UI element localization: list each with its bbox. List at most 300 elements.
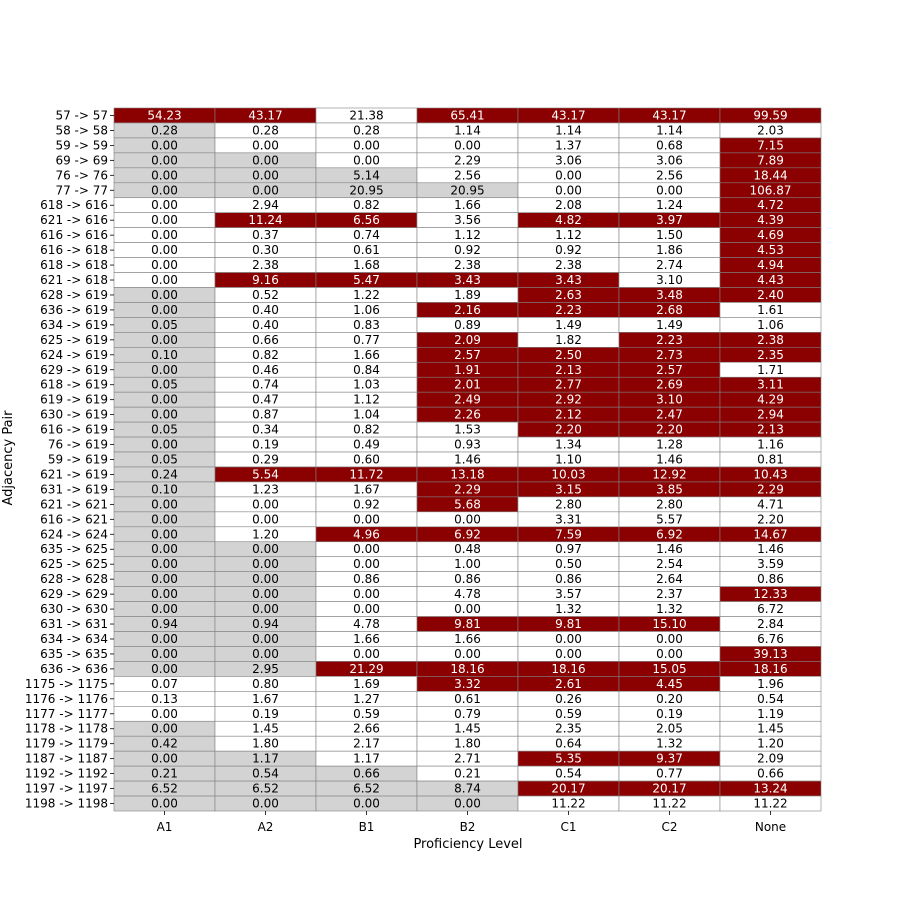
cell-value-label: 6.92 (656, 527, 683, 542)
cell-value-label: 0.94 (252, 617, 279, 632)
cell-value-label: 0.00 (353, 542, 380, 557)
cell-value-label: 1.66 (454, 631, 481, 646)
y-tick-label: 630 -> 630 (40, 602, 108, 617)
cell-value-label: 8.74 (454, 781, 481, 796)
cell-value-label: 0.86 (757, 572, 784, 587)
cell-value-label: 18.16 (450, 661, 485, 676)
cell-value-label: 6.52 (151, 781, 178, 796)
cell-value-label: 2.57 (656, 362, 683, 377)
cell-value-label: 0.49 (353, 437, 380, 452)
cell-value-label: 2.08 (555, 198, 582, 213)
cell-value-label: 0.00 (252, 512, 279, 527)
cell-value-label: 9.81 (555, 617, 582, 632)
cell-value-label: 0.20 (656, 691, 683, 706)
cell-value-label: 6.52 (353, 781, 380, 796)
cell-value-label: 0.24 (151, 467, 178, 482)
cell-value-label: 1.14 (656, 123, 683, 138)
cell-value-label: 2.12 (555, 407, 582, 422)
cell-value-label: 1.32 (656, 736, 683, 751)
cell-value-label: 43.17 (652, 108, 687, 123)
cell-value-label: 10.03 (551, 467, 586, 482)
y-tick-label: 618 -> 616 (40, 198, 108, 213)
y-tick-label: 76 -> 76 (55, 168, 108, 183)
cell-value-label: 2.47 (656, 407, 683, 422)
cell-value-label: 65.41 (450, 108, 485, 123)
cell-value-label: 0.00 (555, 168, 582, 183)
cell-value-label: 1.82 (555, 332, 582, 347)
cell-value-label: 5.54 (252, 467, 279, 482)
cell-value-label: 0.50 (555, 557, 582, 572)
cell-value-label: 1.20 (757, 736, 784, 751)
cell-value-label: 0.00 (555, 646, 582, 661)
cell-value-label: 1.89 (454, 287, 481, 302)
y-tick-label: 1175 -> 1175 (24, 676, 108, 691)
cell-value-label: 0.00 (151, 183, 178, 198)
cell-value-label: 54.23 (147, 108, 182, 123)
cell-value-label: 0.00 (151, 497, 178, 512)
cell-value-label: 0.00 (151, 153, 178, 168)
cell-value-label: 3.15 (555, 482, 582, 497)
cell-value-label: 4.72 (757, 198, 784, 213)
cell-value-label: 21.38 (349, 108, 384, 123)
y-tick-label: 624 -> 624 (40, 527, 108, 542)
cell-value-label: 0.66 (757, 766, 784, 781)
cell-value-label: 1.80 (252, 736, 279, 751)
cell-value-label: 0.74 (252, 377, 279, 392)
cell-value-label: 18.16 (551, 661, 586, 676)
x-tick-label: None (754, 820, 787, 834)
cell-value-label: 0.19 (656, 706, 683, 721)
cell-value-label: 6.92 (454, 527, 481, 542)
cell-value-label: 0.64 (555, 736, 582, 751)
cell-value-label: 2.95 (252, 661, 279, 676)
y-tick-label: 621 -> 621 (40, 497, 108, 512)
cell-value-label: 0.82 (252, 347, 279, 362)
y-tick-label: 628 -> 619 (40, 287, 108, 302)
cell-value-label: 0.00 (353, 602, 380, 617)
cell-value-label: 1.45 (454, 721, 481, 736)
cell-value-label: 2.16 (454, 302, 481, 317)
cell-value-label: 1.67 (252, 691, 279, 706)
cell-value-label: 1.71 (757, 362, 784, 377)
cell-value-label: 0.10 (151, 482, 178, 497)
cell-value-label: 1.17 (353, 751, 380, 766)
cell-value-label: 1.04 (353, 407, 380, 422)
cell-value-label: 1.91 (454, 362, 481, 377)
cell-value-label: 18.16 (753, 661, 788, 676)
cell-value-label: 0.97 (555, 542, 582, 557)
cell-value-label: 1.67 (353, 482, 380, 497)
cell-value-label: 0.19 (252, 706, 279, 721)
cell-value-label: 6.76 (757, 631, 784, 646)
cell-value-label: 0.93 (454, 437, 481, 452)
cell-value-label: 5.68 (454, 497, 481, 512)
cell-value-label: 0.00 (151, 706, 178, 721)
cell-value-label: 0.28 (252, 123, 279, 138)
cell-value-label: 2.68 (656, 302, 683, 317)
y-tick-label: 630 -> 619 (40, 407, 108, 422)
cell-value-label: 0.77 (353, 332, 380, 347)
cell-value-label: 0.61 (353, 243, 380, 258)
x-tick-label: A1 (156, 820, 173, 834)
cell-value-label: 4.78 (353, 617, 380, 632)
cell-value-label: 39.13 (753, 646, 788, 661)
cell-value-label: 0.00 (454, 602, 481, 617)
cell-value-label: 0.00 (353, 512, 380, 527)
cell-value-label: 15.10 (652, 617, 687, 632)
y-tick-label: 628 -> 628 (40, 572, 108, 587)
y-tick-label: 59 -> 59 (55, 138, 108, 153)
cell-value-label: 0.00 (151, 646, 178, 661)
cell-value-label: 2.77 (555, 377, 582, 392)
y-tick-label: 59 -> 619 (47, 452, 108, 467)
cell-value-label: 0.00 (151, 527, 178, 542)
cell-value-label: 0.54 (757, 691, 784, 706)
cell-value-label: 0.00 (151, 661, 178, 676)
cell-value-label: 0.54 (555, 766, 582, 781)
cell-value-label: 2.71 (454, 751, 481, 766)
y-tick-label: 1192 -> 1192 (24, 766, 108, 781)
cell-value-label: 0.92 (555, 243, 582, 258)
y-tick-label: 1178 -> 1178 (24, 721, 108, 736)
cell-value-label: 0.05 (151, 452, 178, 467)
cell-value-label: 1.12 (353, 392, 380, 407)
cell-value-label: 0.54 (252, 766, 279, 781)
cell-value-label: 0.00 (151, 213, 178, 228)
cell-value-label: 2.17 (353, 736, 380, 751)
cell-value-label: 0.00 (151, 168, 178, 183)
cell-value-label: 2.38 (454, 258, 481, 273)
cell-value-label: 0.81 (757, 452, 784, 467)
cell-value-label: 0.00 (252, 631, 279, 646)
cell-value-label: 1.22 (353, 287, 380, 302)
cell-value-label: 6.52 (252, 781, 279, 796)
cell-value-label: 0.47 (252, 392, 279, 407)
y-tick-label: 1179 -> 1179 (24, 736, 108, 751)
y-axis-label: Adjacency Pair (1, 410, 16, 506)
heatmap-cells (114, 108, 821, 811)
cell-value-label: 2.20 (555, 422, 582, 437)
cell-value-label: 3.11 (757, 377, 784, 392)
y-tick-label: 1176 -> 1176 (24, 691, 108, 706)
y-tick-label: 625 -> 619 (40, 332, 108, 347)
y-tick-label: 631 -> 631 (40, 617, 108, 632)
cell-value-label: 1.16 (757, 437, 784, 452)
cell-value-label: 106.87 (749, 183, 792, 198)
cell-value-label: 0.00 (555, 183, 582, 198)
cell-value-label: 0.00 (151, 407, 178, 422)
cell-value-label: 15.05 (652, 661, 687, 676)
cell-value-label: 1.14 (555, 123, 582, 138)
cell-value-label: 0.00 (151, 721, 178, 736)
cell-value-label: 20.95 (450, 183, 485, 198)
cell-value-label: 0.00 (454, 646, 481, 661)
cell-value-label: 3.32 (454, 676, 481, 691)
cell-value-label: 0.92 (454, 243, 481, 258)
cell-value-label: 2.38 (252, 258, 279, 273)
y-tick-label: 618 -> 618 (40, 258, 108, 273)
cell-value-label: 4.71 (757, 497, 784, 512)
cell-value-label: 2.38 (757, 332, 784, 347)
cell-value-label: 99.59 (753, 108, 788, 123)
cell-value-label: 0.00 (555, 631, 582, 646)
cell-value-label: 1.12 (454, 228, 481, 243)
cell-value-label: 0.00 (151, 392, 178, 407)
y-tick-label: 1198 -> 1198 (24, 796, 108, 811)
cell-value-label: 0.83 (353, 317, 380, 332)
cell-value-label: 0.00 (151, 287, 178, 302)
cell-value-label: 12.33 (753, 587, 788, 602)
cell-value-label: 3.56 (454, 213, 481, 228)
cell-value-label: 0.00 (252, 497, 279, 512)
cell-value-label: 0.00 (353, 796, 380, 811)
cell-value-label: 43.17 (248, 108, 283, 123)
cell-value-label: 13.18 (450, 467, 485, 482)
cell-value-label: 18.44 (753, 168, 788, 183)
cell-value-label: 1.66 (353, 631, 380, 646)
cell-value-label: 2.01 (454, 377, 481, 392)
y-tick-label: 629 -> 629 (40, 587, 108, 602)
cell-value-label: 0.00 (252, 572, 279, 587)
y-tick-label: 58 -> 58 (55, 123, 108, 138)
cell-value-label: 0.00 (252, 587, 279, 602)
cell-value-label: 2.23 (555, 302, 582, 317)
cell-value-label: 5.47 (353, 273, 380, 288)
x-tick-label: C2 (661, 820, 678, 834)
cell-value-label: 2.20 (656, 422, 683, 437)
cell-value-label: 0.00 (656, 183, 683, 198)
cell-value-label: 2.23 (656, 332, 683, 347)
cell-value-label: 2.37 (656, 587, 683, 602)
x-tick-label: B1 (358, 820, 375, 834)
cell-value-label: 0.84 (353, 362, 380, 377)
cell-value-label: 1.50 (656, 228, 683, 243)
cell-value-label: 1.46 (656, 542, 683, 557)
cell-value-label: 1.46 (454, 452, 481, 467)
cell-value-label: 9.37 (656, 751, 683, 766)
cell-value-label: 10.43 (753, 467, 788, 482)
y-tick-label: 634 -> 619 (40, 317, 108, 332)
cell-value-label: 0.00 (252, 153, 279, 168)
cell-value-label: 0.00 (151, 243, 178, 258)
cell-value-label: 4.78 (454, 587, 481, 602)
cell-value-label: 0.05 (151, 377, 178, 392)
cell-value-label: 0.00 (252, 646, 279, 661)
cell-value-label: 2.05 (656, 721, 683, 736)
y-tick-label: 616 -> 621 (40, 512, 108, 527)
cell-value-label: 1.23 (252, 482, 279, 497)
y-tick-label: 634 -> 634 (40, 631, 108, 646)
y-tick-label: 1177 -> 1177 (24, 706, 108, 721)
cell-value-label: 11.24 (248, 213, 283, 228)
cell-value-label: 14.67 (753, 527, 788, 542)
cell-value-label: 3.57 (555, 587, 582, 602)
cell-value-label: 0.59 (353, 706, 380, 721)
y-tick-label: 624 -> 619 (40, 347, 108, 362)
cell-value-label: 1.32 (656, 602, 683, 617)
cell-value-label: 0.86 (454, 572, 481, 587)
cell-value-label: 0.77 (656, 766, 683, 781)
cell-value-label: 1.61 (757, 302, 784, 317)
cell-value-label: 20.17 (652, 781, 687, 796)
cell-value-label: 0.00 (353, 557, 380, 572)
cell-value-label: 0.92 (353, 497, 380, 512)
cell-value-label: 1.06 (353, 302, 380, 317)
y-tick-label: 621 -> 618 (40, 273, 108, 288)
cell-value-label: 0.00 (151, 437, 178, 452)
cell-value-label: 2.38 (555, 258, 582, 273)
cell-value-label: 0.52 (252, 287, 279, 302)
cell-value-label: 0.87 (252, 407, 279, 422)
cell-value-label: 0.00 (151, 138, 178, 153)
cell-value-label: 3.06 (555, 153, 582, 168)
cell-value-label: 0.00 (454, 512, 481, 527)
cell-value-label: 0.00 (151, 602, 178, 617)
cell-value-label: 9.16 (252, 273, 279, 288)
cell-value-label: 0.60 (353, 452, 380, 467)
cell-value-label: 0.40 (252, 302, 279, 317)
cell-value-label: 1.19 (757, 706, 784, 721)
cell-value-label: 5.57 (656, 512, 683, 527)
cell-value-label: 2.84 (757, 617, 784, 632)
cell-value-label: 1.00 (454, 557, 481, 572)
cell-value-label: 0.66 (252, 332, 279, 347)
cell-value-label: 3.06 (656, 153, 683, 168)
cell-value-label: 1.46 (656, 452, 683, 467)
cell-value-label: 1.80 (454, 736, 481, 751)
cell-value-label: 0.61 (454, 691, 481, 706)
x-tick-labels (157, 811, 787, 834)
cell-value-label: 6.56 (353, 213, 380, 228)
cell-value-label: 0.00 (151, 258, 178, 273)
x-tick-label: B2 (459, 820, 476, 834)
cell-value-label: 4.45 (656, 676, 683, 691)
cell-value-label: 0.00 (151, 228, 178, 243)
cell-value-label: 13.24 (753, 781, 788, 796)
cell-value-label: 0.82 (353, 422, 380, 437)
cell-value-label: 3.48 (656, 287, 683, 302)
cell-value-label: 0.00 (353, 138, 380, 153)
cell-value-label: 1.45 (757, 721, 784, 736)
cell-value-label: 3.97 (656, 213, 683, 228)
cell-value-label: 0.79 (454, 706, 481, 721)
cell-value-label: 11.22 (551, 796, 586, 811)
cell-value-label: 2.35 (757, 347, 784, 362)
cell-value-label: 2.29 (757, 482, 784, 497)
cell-value-label: 4.94 (757, 258, 784, 273)
cell-value-label: 4.69 (757, 228, 784, 243)
cell-value-label: 1.96 (757, 676, 784, 691)
cell-value-label: 2.20 (757, 512, 784, 527)
cell-value-label: 3.85 (656, 482, 683, 497)
cell-value-label: 4.53 (757, 243, 784, 258)
cell-value-label: 7.89 (757, 153, 784, 168)
cell-value-label: 1.37 (555, 138, 582, 153)
cell-value-label: 2.09 (757, 751, 784, 766)
cell-value-label: 0.00 (151, 587, 178, 602)
cell-value-label: 1.14 (454, 123, 481, 138)
cell-value-label: 1.69 (353, 676, 380, 691)
cell-value-label: 2.56 (656, 168, 683, 183)
cell-value-label: 5.35 (555, 751, 582, 766)
cell-value-label: 2.92 (555, 392, 582, 407)
cell-value-label: 2.80 (555, 497, 582, 512)
cell-value-label: 0.19 (252, 437, 279, 452)
cell-value-label: 3.43 (454, 273, 481, 288)
cell-value-label: 2.29 (454, 153, 481, 168)
cell-value-label: 20.17 (551, 781, 586, 796)
cell-value-label: 3.10 (656, 273, 683, 288)
cell-value-label: 0.00 (252, 557, 279, 572)
cell-value-label: 0.86 (555, 572, 582, 587)
cell-value-label: 1.03 (353, 377, 380, 392)
cell-value-label: 2.03 (757, 123, 784, 138)
y-tick-label: 636 -> 636 (40, 661, 108, 676)
cell-value-label: 5.14 (353, 168, 380, 183)
y-tick-label: 76 -> 619 (47, 437, 108, 452)
cell-value-label: 11.72 (349, 467, 384, 482)
cell-value-label: 2.26 (454, 407, 481, 422)
cell-value-label: 4.82 (555, 213, 582, 228)
cell-value-label: 0.34 (252, 422, 279, 437)
cell-value-label: 0.68 (656, 138, 683, 153)
cell-value-label: 0.07 (151, 676, 178, 691)
cell-value-label: 0.29 (252, 452, 279, 467)
cell-value-label: 0.00 (151, 631, 178, 646)
cell-value-label: 4.96 (353, 527, 380, 542)
cell-value-label: 0.00 (151, 557, 178, 572)
cell-value-label: 0.00 (454, 138, 481, 153)
cell-value-label: 0.26 (555, 691, 582, 706)
cell-value-label: 0.80 (252, 676, 279, 691)
cell-value-label: 7.59 (555, 527, 582, 542)
cell-value-label: 1.46 (757, 542, 784, 557)
cell-value-label: 0.59 (555, 706, 582, 721)
cell-value-label: 0.00 (252, 138, 279, 153)
cell-value-label: 2.54 (656, 557, 683, 572)
cell-value-label: 1.66 (353, 347, 380, 362)
cell-value-label: 0.00 (151, 198, 178, 213)
y-tick-label: 625 -> 625 (40, 557, 108, 572)
cell-value-label: 2.29 (454, 482, 481, 497)
cell-value-label: 2.57 (454, 347, 481, 362)
y-tick-label: 621 -> 619 (40, 467, 108, 482)
cell-value-label: 0.00 (353, 646, 380, 661)
cell-value-label: 11.22 (652, 796, 687, 811)
cell-value-label: 2.50 (555, 347, 582, 362)
cell-value-label: 1.49 (555, 317, 582, 332)
cell-value-label: 1.34 (555, 437, 582, 452)
cell-value-label: 1.20 (252, 527, 279, 542)
cell-value-label: 0.00 (151, 796, 178, 811)
cell-value-label: 0.00 (252, 183, 279, 198)
cell-value-label: 0.00 (151, 751, 178, 766)
cell-value-label: 0.05 (151, 317, 178, 332)
cell-value-label: 0.00 (252, 168, 279, 183)
y-tick-label: 618 -> 619 (40, 377, 108, 392)
y-tick-label: 57 -> 57 (55, 108, 108, 123)
cell-value-label: 0.00 (151, 362, 178, 377)
cell-value-label: 0.21 (454, 766, 481, 781)
y-tick-label: 1197 -> 1197 (24, 781, 108, 796)
y-tick-label: 635 -> 635 (40, 646, 108, 661)
cell-value-label: 0.00 (454, 796, 481, 811)
cell-value-label: 2.73 (656, 347, 683, 362)
cell-value-label: 2.35 (555, 721, 582, 736)
x-tick-label: C1 (560, 820, 577, 834)
cell-value-label: 0.42 (151, 736, 178, 751)
y-tick-labels (25, 108, 114, 810)
